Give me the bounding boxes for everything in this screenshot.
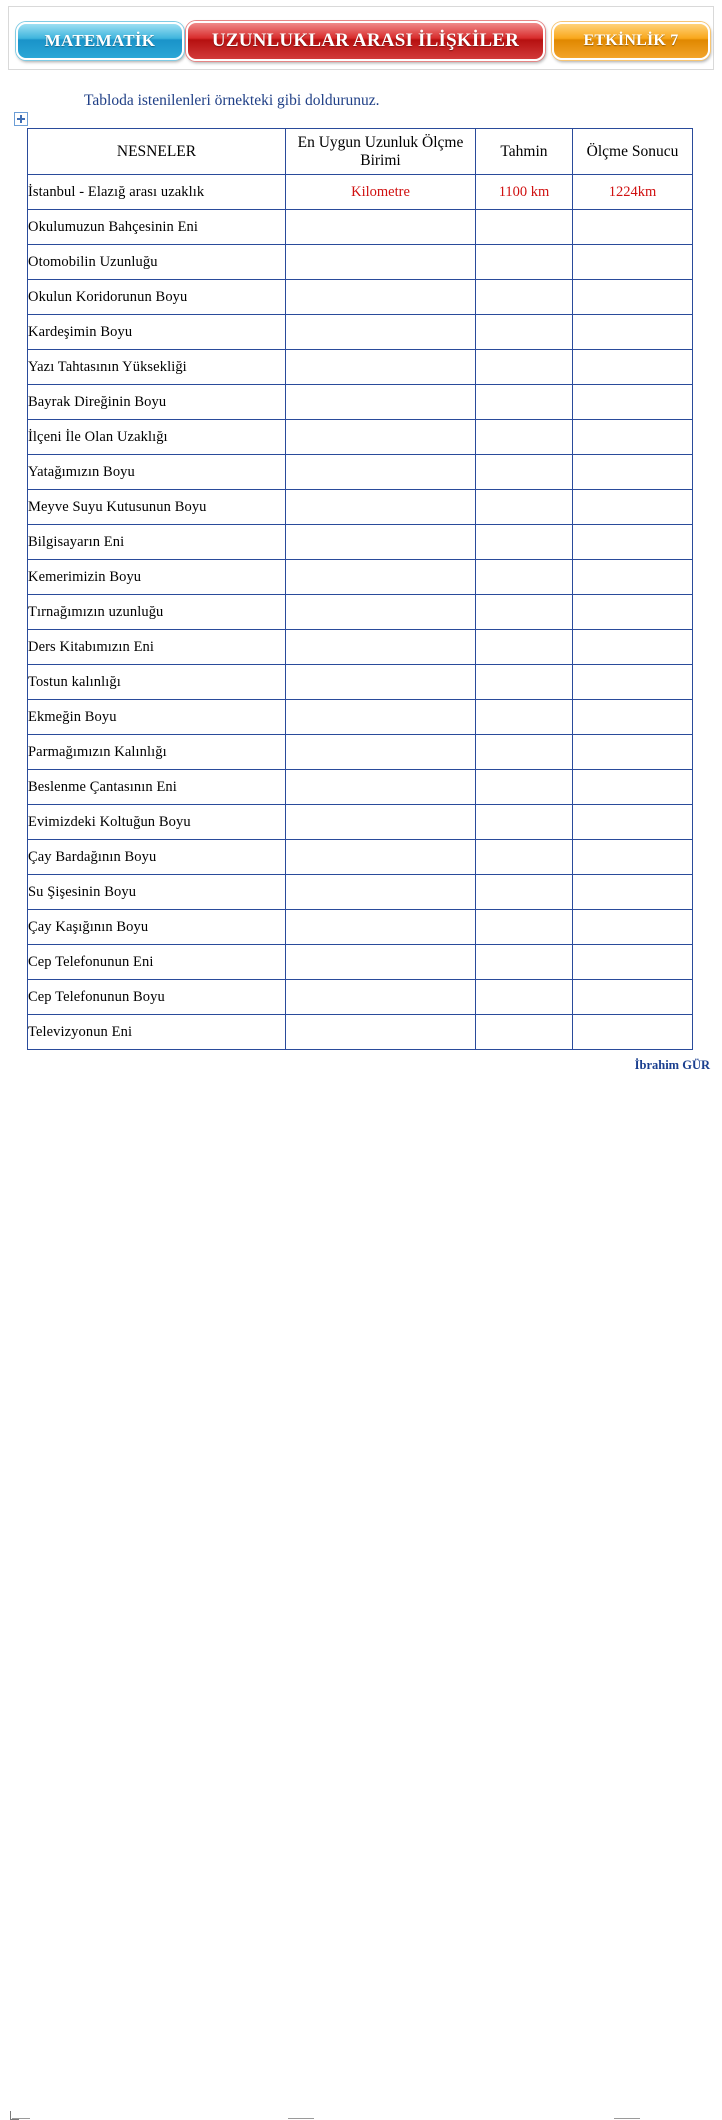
cell-result[interactable] bbox=[573, 735, 693, 770]
cell-object: Ekmeğin Boyu bbox=[28, 700, 286, 735]
cell-unit[interactable] bbox=[286, 315, 476, 350]
cell-object: Okulun Koridorunun Boyu bbox=[28, 280, 286, 315]
cell-object: İstanbul - Elazığ arası uzaklık bbox=[28, 175, 286, 210]
cell-estimate[interactable] bbox=[476, 350, 573, 385]
cell-estimate[interactable] bbox=[476, 490, 573, 525]
table-row bbox=[28, 420, 693, 455]
table-row bbox=[28, 665, 693, 700]
cell-unit[interactable] bbox=[286, 840, 476, 875]
cell-result[interactable] bbox=[573, 875, 693, 910]
cell-object: Tostun kalınlığı bbox=[28, 665, 286, 700]
table-move-handle-icon[interactable] bbox=[14, 112, 28, 126]
table-row bbox=[28, 385, 693, 420]
cell-estimate[interactable] bbox=[476, 630, 573, 665]
cell-unit[interactable] bbox=[286, 770, 476, 805]
table-row bbox=[28, 595, 693, 630]
cell-object: Bilgisayarın Eni bbox=[28, 525, 286, 560]
cell-result[interactable] bbox=[573, 280, 693, 315]
cell-unit[interactable] bbox=[286, 1015, 476, 1050]
cell-estimate[interactable] bbox=[476, 210, 573, 245]
cell-object: Beslenme Çantasının Eni bbox=[28, 770, 286, 805]
cell-unit[interactable] bbox=[286, 210, 476, 245]
cell-unit[interactable] bbox=[286, 630, 476, 665]
cell-estimate[interactable] bbox=[476, 455, 573, 490]
cell-estimate[interactable] bbox=[476, 875, 573, 910]
cell-unit[interactable] bbox=[286, 980, 476, 1015]
table-row bbox=[28, 175, 693, 210]
cell-unit[interactable] bbox=[286, 595, 476, 630]
worksheet-table-container bbox=[27, 128, 692, 1050]
cell-estimate[interactable] bbox=[476, 945, 573, 980]
cell-estimate[interactable] bbox=[476, 910, 573, 945]
cell-result[interactable] bbox=[573, 385, 693, 420]
cell-object: Ders Kitabımızın Eni bbox=[28, 630, 286, 665]
cell-estimate[interactable] bbox=[476, 805, 573, 840]
cell-object: Televizyonun Eni bbox=[28, 1015, 286, 1050]
table-row bbox=[28, 315, 693, 350]
cell-object: Cep Telefonunun Boyu bbox=[28, 980, 286, 1015]
table-row bbox=[28, 455, 693, 490]
table-row bbox=[28, 735, 693, 770]
cell-object: Kemerimizin Boyu bbox=[28, 560, 286, 595]
cell-result[interactable] bbox=[573, 805, 693, 840]
table-row bbox=[28, 350, 693, 385]
table-row bbox=[28, 525, 693, 560]
cell-result[interactable] bbox=[573, 490, 693, 525]
cell-object: Kardeşimin Boyu bbox=[28, 315, 286, 350]
cell-object: Cep Telefonunun Eni bbox=[28, 945, 286, 980]
cell-estimate[interactable] bbox=[476, 560, 573, 595]
cell-estimate[interactable] bbox=[476, 840, 573, 875]
cell-result[interactable] bbox=[573, 525, 693, 560]
ruler-tick-right bbox=[614, 2118, 640, 2119]
column-header-estimate: Tahmin bbox=[476, 129, 573, 175]
cell-estimate[interactable] bbox=[476, 1015, 573, 1050]
cell-object: Çay Kaşığının Boyu bbox=[28, 910, 286, 945]
cell-unit[interactable] bbox=[286, 455, 476, 490]
table-row bbox=[28, 210, 693, 245]
cell-estimate[interactable] bbox=[476, 280, 573, 315]
cell-object: Evimizdeki Koltuğun Boyu bbox=[28, 805, 286, 840]
topic-badge: UZUNLUKLAR ARASI İLİŞKİLER bbox=[186, 21, 545, 61]
table-row bbox=[28, 630, 693, 665]
cell-object: Okulumuzun Bahçesinin Eni bbox=[28, 210, 286, 245]
cell-unit[interactable] bbox=[286, 945, 476, 980]
cell-object: Meyve Suyu Kutusunun Boyu bbox=[28, 490, 286, 525]
cell-estimate[interactable] bbox=[476, 420, 573, 455]
cell-result[interactable] bbox=[573, 980, 693, 1015]
activity-badge: ETKİNLİK 7 bbox=[552, 22, 710, 60]
cell-object: Yatağımızın Boyu bbox=[28, 455, 286, 490]
cell-unit[interactable] bbox=[286, 735, 476, 770]
table-row bbox=[28, 700, 693, 735]
header-banner bbox=[0, 0, 722, 76]
cell-unit[interactable] bbox=[286, 490, 476, 525]
cell-estimate[interactable] bbox=[476, 665, 573, 700]
cell-result[interactable] bbox=[573, 840, 693, 875]
column-header-unit: En Uygun Uzunluk Ölçme Birimi bbox=[286, 129, 476, 175]
cell-result[interactable] bbox=[573, 595, 693, 630]
cell-estimate[interactable]: 1100 km bbox=[476, 175, 573, 210]
cell-result[interactable] bbox=[573, 350, 693, 385]
author-credit: İbrahim GÜR bbox=[634, 1058, 710, 1072]
cell-result[interactable] bbox=[573, 945, 693, 980]
cell-object: Su Şişesinin Boyu bbox=[28, 875, 286, 910]
cell-result[interactable] bbox=[573, 455, 693, 490]
cell-estimate[interactable] bbox=[476, 245, 573, 280]
cell-result[interactable] bbox=[573, 560, 693, 595]
table-row bbox=[28, 490, 693, 525]
cell-unit[interactable] bbox=[286, 280, 476, 315]
cell-result[interactable] bbox=[573, 210, 693, 245]
cell-estimate[interactable] bbox=[476, 735, 573, 770]
cell-object: İlçeni İle Olan Uzaklığı bbox=[28, 420, 286, 455]
table-row bbox=[28, 280, 693, 315]
ruler-tick-left bbox=[12, 2118, 30, 2119]
cell-unit[interactable] bbox=[286, 910, 476, 945]
cell-object: Otomobilin Uzunluğu bbox=[28, 245, 286, 280]
cell-object: Bayrak Direğinin Boyu bbox=[28, 385, 286, 420]
cell-estimate[interactable] bbox=[476, 525, 573, 560]
cell-estimate[interactable] bbox=[476, 980, 573, 1015]
cell-estimate[interactable] bbox=[476, 595, 573, 630]
column-header-result: Ölçme Sonucu bbox=[573, 129, 693, 175]
cell-result[interactable] bbox=[573, 665, 693, 700]
cell-object: Çay Bardağının Boyu bbox=[28, 840, 286, 875]
table-header-row bbox=[28, 129, 693, 175]
table-row bbox=[28, 840, 693, 875]
cell-estimate[interactable] bbox=[476, 770, 573, 805]
cell-unit[interactable] bbox=[286, 525, 476, 560]
cell-unit[interactable] bbox=[286, 665, 476, 700]
cell-unit[interactable] bbox=[286, 700, 476, 735]
table-row bbox=[28, 770, 693, 805]
footer bbox=[0, 1054, 722, 1079]
worksheet-table bbox=[27, 128, 693, 1050]
table-row bbox=[28, 945, 693, 980]
cell-unit[interactable] bbox=[286, 420, 476, 455]
table-row bbox=[28, 875, 693, 910]
cell-unit[interactable] bbox=[286, 385, 476, 420]
subject-badge: MATEMATİK bbox=[16, 22, 184, 60]
cell-result[interactable] bbox=[573, 910, 693, 945]
table-row bbox=[28, 1015, 693, 1050]
cell-unit[interactable] bbox=[286, 245, 476, 280]
cell-result[interactable] bbox=[573, 700, 693, 735]
cell-result[interactable] bbox=[573, 770, 693, 805]
cell-result[interactable] bbox=[573, 630, 693, 665]
cell-result[interactable] bbox=[573, 245, 693, 280]
cell-object: Yazı Tahtasının Yüksekliği bbox=[28, 350, 286, 385]
cell-unit[interactable] bbox=[286, 875, 476, 910]
cell-estimate[interactable] bbox=[476, 385, 573, 420]
cell-result[interactable]: 1224km bbox=[573, 175, 693, 210]
cell-estimate[interactable] bbox=[476, 700, 573, 735]
cell-estimate[interactable] bbox=[476, 315, 573, 350]
cell-unit[interactable]: Kilometre bbox=[286, 175, 476, 210]
cell-unit[interactable] bbox=[286, 560, 476, 595]
cell-object: Parmağımızın Kalınlığı bbox=[28, 735, 286, 770]
cell-object: Tırnağımızın uzunluğu bbox=[28, 595, 286, 630]
instruction-text: Tabloda istenilenleri örnekteki gibi doldurunuz. bbox=[84, 92, 380, 109]
table-row bbox=[28, 910, 693, 945]
table-row bbox=[28, 980, 693, 1015]
cell-result[interactable] bbox=[573, 1015, 693, 1050]
column-header-objects: NESNELER bbox=[28, 129, 286, 175]
cell-result[interactable] bbox=[573, 315, 693, 350]
ruler-tick-center bbox=[288, 2118, 314, 2119]
table-row bbox=[28, 805, 693, 840]
cell-unit[interactable] bbox=[286, 350, 476, 385]
cell-result[interactable] bbox=[573, 420, 693, 455]
table-row bbox=[28, 560, 693, 595]
cell-unit[interactable] bbox=[286, 805, 476, 840]
table-row bbox=[28, 245, 693, 280]
